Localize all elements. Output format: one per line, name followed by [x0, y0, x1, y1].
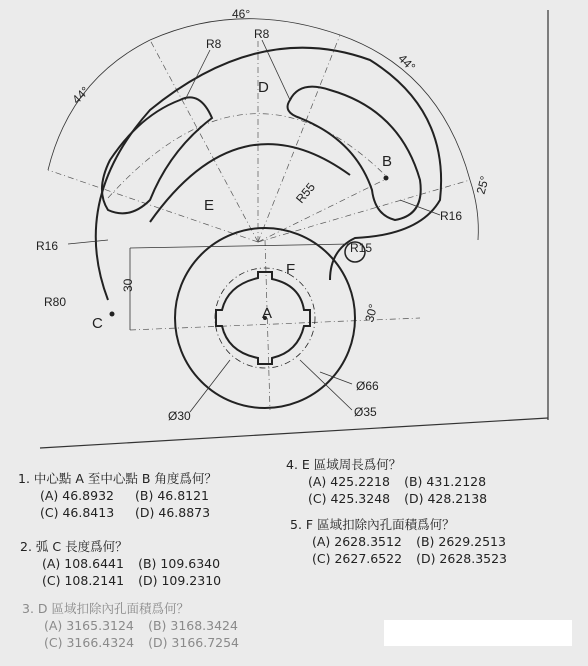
option-c: (C) 46.8413 [40, 505, 115, 520]
dim-r16-left: R16 [36, 239, 59, 253]
dim-r16-right: R16 [440, 209, 463, 223]
dim-arc-top [150, 19, 340, 40]
question-title: 5. F 區域扣除內孔面積爲何？ [290, 517, 455, 532]
label-d: D [258, 79, 269, 96]
question-2 [20, 538, 221, 589]
option-a: (A) 425.2218 [308, 474, 390, 489]
label-c: C [92, 315, 103, 332]
question-title: 2. 弧 C 長度爲何？ [20, 539, 128, 554]
dim-angle-top: 46° [232, 7, 251, 21]
dim-angle-left: 44° [69, 83, 93, 107]
question-5 [290, 516, 507, 567]
dim-r8-right: R8 [254, 27, 270, 41]
point-c-marker [110, 312, 115, 317]
option-d: (D) 46.8873 [135, 505, 211, 520]
dim-dia30: Ø30 [168, 409, 191, 423]
dim-height-30: 30 [121, 278, 135, 292]
dim-angle-right: 44° [395, 51, 419, 75]
dim-arc-left [48, 40, 150, 170]
question-1 [18, 470, 217, 521]
option-c: (C) 425.3248 [308, 491, 391, 506]
option-d: (D) 3166.7254 [148, 635, 240, 650]
question-3 [22, 600, 239, 651]
label-b: B [382, 153, 393, 170]
question-4 [286, 456, 487, 507]
option-b: (B) 431.2128 [404, 474, 487, 489]
option-a: (A) 3165.3124 [44, 618, 134, 633]
inner-arc [150, 144, 350, 222]
option-c: (C) 2627.6522 [312, 551, 403, 566]
label-a: A [262, 305, 273, 322]
option-b: (B) 2629.2513 [416, 534, 506, 549]
dim-r15: R15 [350, 241, 373, 255]
dim-dia35: Ø35 [354, 405, 377, 419]
option-d: (D) 2628.3523 [416, 551, 508, 566]
question-title: 3. D 區域扣除內孔面積爲何？ [22, 601, 189, 616]
option-c: (C) 108.2141 [42, 573, 125, 588]
point-b-marker [384, 176, 389, 181]
option-d: (D) 109.2310 [138, 573, 222, 588]
option-a: (A) 108.6441 [42, 556, 124, 571]
option-a: (A) 2628.3512 [312, 534, 402, 549]
frame-line-bottom [40, 418, 548, 448]
question-title: 1. 中心點 A 至中心點 B 角度爲何？ [18, 471, 217, 486]
option-b: (B) 3168.3424 [148, 618, 238, 633]
label-f: F [286, 261, 296, 278]
dim-angle-side: 25° [473, 174, 492, 196]
option-b: (B) 109.6340 [138, 556, 221, 571]
label-e: E [204, 197, 215, 214]
dim-r80: R80 [44, 295, 67, 309]
blank-box [384, 620, 572, 646]
hub-line-top [130, 244, 350, 248]
dim-r55: R55 [293, 180, 318, 206]
dim-r8-left: R8 [206, 37, 222, 51]
dim-dia66: Ø66 [356, 379, 379, 393]
option-b: (B) 46.8121 [135, 488, 210, 503]
option-a: (A) 46.8932 [40, 488, 114, 503]
question-title: 4. E 區域周長爲何？ [286, 457, 402, 472]
option-c: (C) 3166.4324 [44, 635, 135, 650]
option-d: (D) 428.2138 [404, 491, 488, 506]
dim-angle-keyway: 30° [362, 302, 381, 324]
